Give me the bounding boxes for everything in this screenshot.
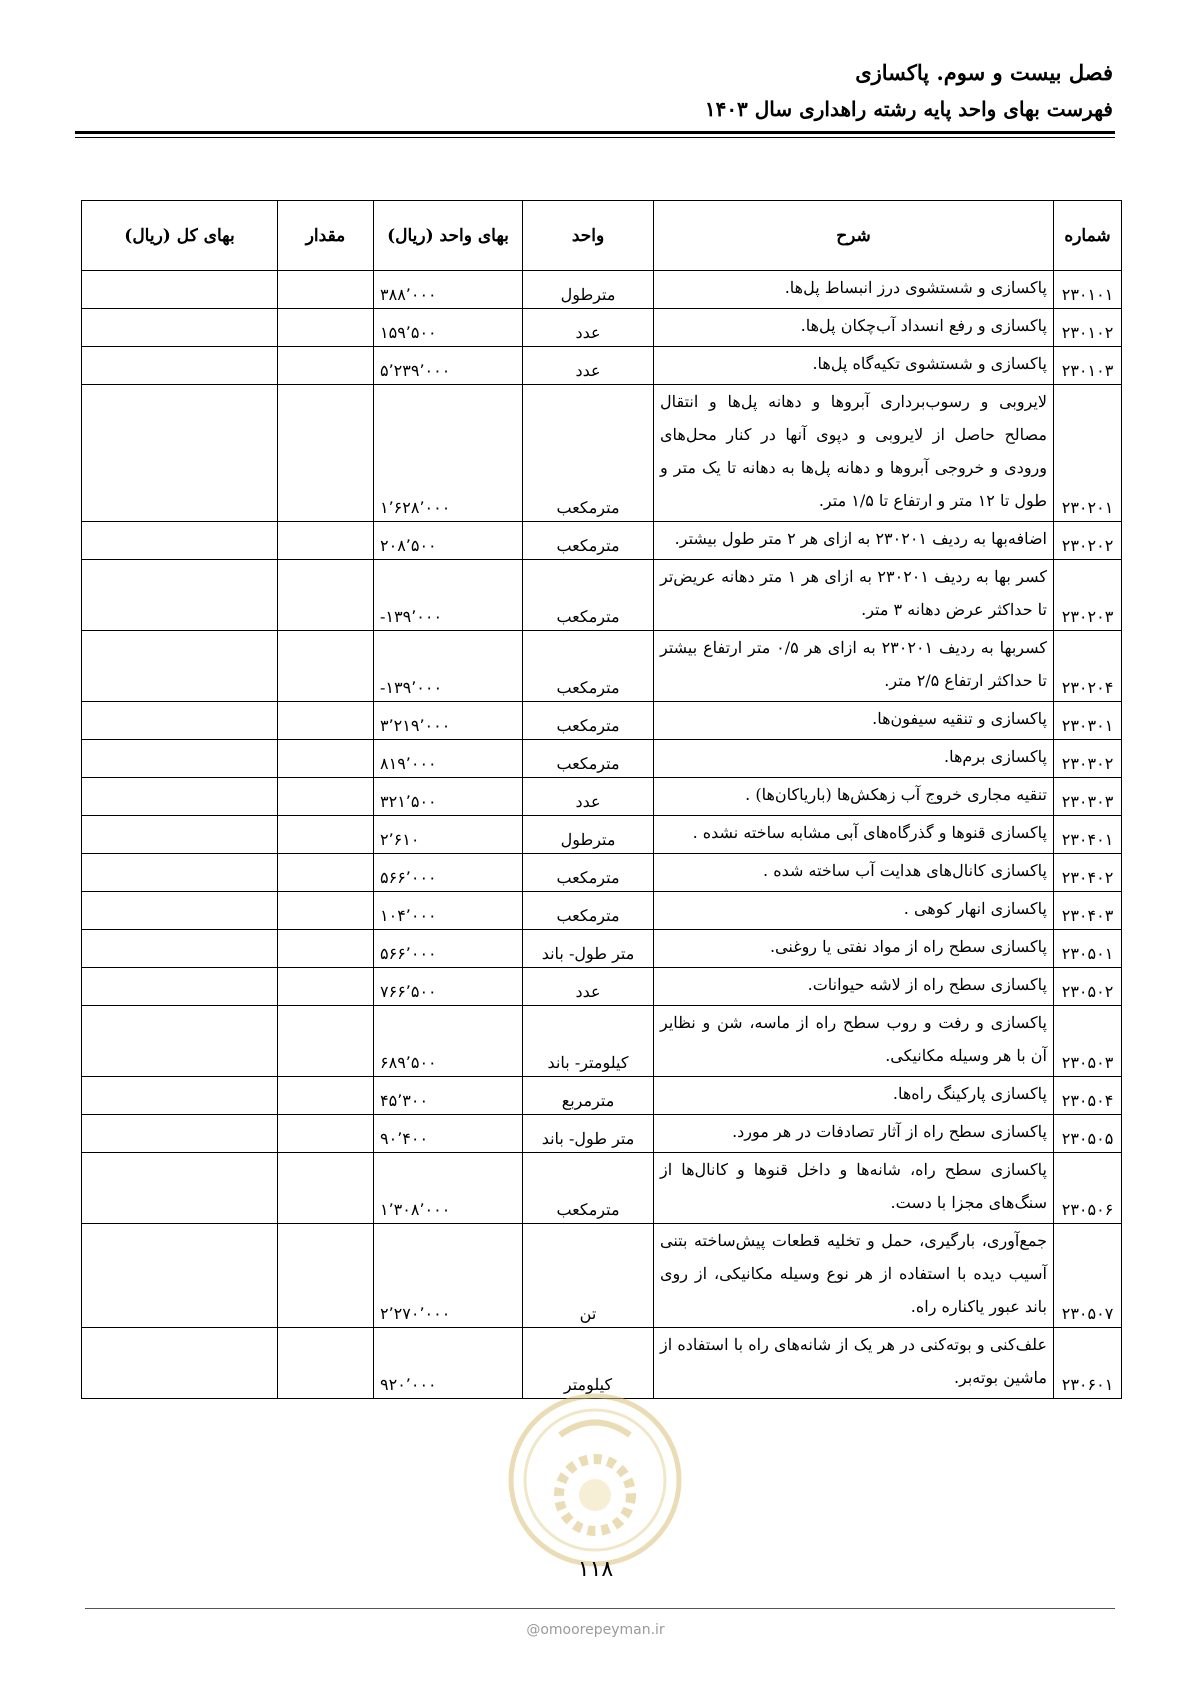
item-unit: مترمکعب (523, 702, 654, 740)
item-code: ۲۳۰۱۰۲ (1054, 309, 1122, 347)
item-total-price (82, 1153, 278, 1224)
item-description: پاکسازی و رفع انسداد آب‌چکان پل‌ها. (654, 309, 1054, 347)
item-unit: مترطول (523, 271, 654, 309)
column-header-total-price: بهای کل (ریال) (82, 201, 278, 271)
item-quantity (278, 560, 374, 631)
item-total-price (82, 892, 278, 930)
table-row (82, 385, 1122, 522)
item-description: لایروبی و رسوب‌برداری آبروها و دهانه پل‌ها و انتقال مصالح حاصل از لایروبی و دپوی آنها در کنار محل‌های ورودی و خروجی آبروها و دهانه پل‌ها به دهانه تا یک متر و طول تا ۱۲ متر و ارتفاع تا ۱/۵ متر. (654, 385, 1054, 522)
item-description: پاکسازی و تنقیه سیفون‌ها. (654, 702, 1054, 740)
item-total-price (82, 347, 278, 385)
item-unit-price: ۴۵٬۳۰۰ (374, 1077, 523, 1115)
item-description: پاکسازی و رفت و روب سطح راه از ماسه، شن و نظایر آن با هر وسیله مکانیکی. (654, 1006, 1054, 1077)
footer-rule (85, 1608, 1115, 1609)
column-header-unit-price: بهای واحد (ریال) (374, 201, 523, 271)
item-code: ۲۳۰۵۰۷ (1054, 1224, 1122, 1328)
item-quantity (278, 1224, 374, 1328)
item-unit: عدد (523, 309, 654, 347)
item-unit: مترمکعب (523, 560, 654, 631)
item-quantity (278, 968, 374, 1006)
item-total-price (82, 1077, 278, 1115)
item-total-price (82, 631, 278, 702)
item-description: جمع‌آوری، بارگیری، حمل و تخلیه قطعات پیش‌ساخته بتنی آسیب دیده با استفاده از هر نوع وسیله مکانیکی، از روی باند عبور یاکناره راه. (654, 1224, 1054, 1328)
item-code: ۲۳۰۲۰۲ (1054, 522, 1122, 560)
table-row (82, 702, 1122, 740)
item-total-price (82, 968, 278, 1006)
item-quantity (278, 347, 374, 385)
item-description: پاکسازی قنوها و گذرگاه‌های آبی مشابه ساخته نشده . (654, 816, 1054, 854)
item-unit-price: ۹۰٬۴۰۰ (374, 1115, 523, 1153)
item-total-price (82, 271, 278, 309)
table-row (82, 560, 1122, 631)
table-row (82, 271, 1122, 309)
column-header-unit: واحد (523, 201, 654, 271)
item-unit-price: ۶۸۹٬۵۰۰ (374, 1006, 523, 1077)
table-row (82, 1077, 1122, 1115)
item-unit: کیلومتر (523, 1328, 654, 1399)
table-row (82, 892, 1122, 930)
item-unit: مترمکعب (523, 854, 654, 892)
item-unit-price: ۱۵۹٬۵۰۰ (374, 309, 523, 347)
item-unit-price: ۸۱۹٬۰۰۰ (374, 740, 523, 778)
item-total-price (82, 1328, 278, 1399)
item-description: تنقیه مجاری خروج آب زهکش‌ها (باریاکان‌ها) . (654, 778, 1054, 816)
page-number: ۱۱۸ (577, 1557, 614, 1582)
header-rule-thin (75, 137, 1115, 138)
item-code: ۲۳۰۲۰۴ (1054, 631, 1122, 702)
table-row (82, 1224, 1122, 1328)
item-unit-price: ۷۶۶٬۵۰۰ (374, 968, 523, 1006)
item-code: ۲۳۰۱۰۱ (1054, 271, 1122, 309)
item-code: ۲۳۰۳۰۲ (1054, 740, 1122, 778)
item-unit: عدد (523, 968, 654, 1006)
item-total-price (82, 560, 278, 631)
item-unit-price: ۲٬۲۷۰٬۰۰۰ (374, 1224, 523, 1328)
item-code: ۲۳۰۴۰۱ (1054, 816, 1122, 854)
table-row (82, 740, 1122, 778)
item-quantity (278, 778, 374, 816)
document-subtitle: فهرست بهای واحد پایه رشته راهداری سال ۱۴۰۳ (704, 97, 1113, 121)
website-watermark: @omoorepeyman.ir (526, 1622, 665, 1638)
item-quantity (278, 1115, 374, 1153)
item-code: ۲۳۰۵۰۱ (1054, 930, 1122, 968)
item-unit-price: ۳۸۸٬۰۰۰ (374, 271, 523, 309)
item-code: ۲۳۰۳۰۱ (1054, 702, 1122, 740)
item-description: پاکسازی انهار کوهی . (654, 892, 1054, 930)
item-unit-price: ۹۲۰٬۰۰۰ (374, 1328, 523, 1399)
item-total-price (82, 1115, 278, 1153)
table-row (82, 854, 1122, 892)
table-row (82, 1328, 1122, 1399)
item-code: ۲۳۰۲۰۳ (1054, 560, 1122, 631)
item-unit: متر طول- باند (523, 1115, 654, 1153)
item-total-price (82, 854, 278, 892)
item-description: پاکسازی سطح راه از آثار تصادفات در هر مورد. (654, 1115, 1054, 1153)
table-row (82, 522, 1122, 560)
item-code: ۲۳۰۵۰۶ (1054, 1153, 1122, 1224)
item-quantity (278, 385, 374, 522)
item-description: پاکسازی و شستشوی تکیه‌گاه پل‌ها. (654, 347, 1054, 385)
item-code: ۲۳۰۲۰۱ (1054, 385, 1122, 522)
item-quantity (278, 854, 374, 892)
item-description: کسر بها به ردیف ۲۳۰۲۰۱ به ازای هر ۱ متر دهانه عریض‌تر تا حداکثر عرض دهانه ۳ متر. (654, 560, 1054, 631)
price-list-table (81, 200, 1122, 1399)
item-unit: کیلومتر- باند (523, 1006, 654, 1077)
item-code: ۲۳۰۴۰۳ (1054, 892, 1122, 930)
item-total-price (82, 522, 278, 560)
item-unit: مترمکعب (523, 740, 654, 778)
item-quantity (278, 309, 374, 347)
item-description: پاکسازی سطح راه، شانه‌ها و داخل قنوها و کانال‌ها از سنگ‌های مجزا با دست. (654, 1153, 1054, 1224)
item-quantity (278, 702, 374, 740)
item-unit: تن (523, 1224, 654, 1328)
item-code: ۲۳۰۵۰۴ (1054, 1077, 1122, 1115)
header-rule-thick (75, 131, 1115, 134)
table-row (82, 778, 1122, 816)
item-unit: مترمکعب (523, 1153, 654, 1224)
item-quantity (278, 1006, 374, 1077)
item-unit-price: ۵٬۲۳۹٬۰۰۰ (374, 347, 523, 385)
item-unit-price: ۱٬۶۲۸٬۰۰۰ (374, 385, 523, 522)
item-unit-price: -۱۳۹٬۰۰۰ (374, 560, 523, 631)
item-unit-price: ۱٬۳۰۸٬۰۰۰ (374, 1153, 523, 1224)
item-code: ۲۳۰۶۰۱ (1054, 1328, 1122, 1399)
table-row (82, 347, 1122, 385)
column-header-description: شرح (654, 201, 1054, 271)
item-description: پاکسازی برم‌ها. (654, 740, 1054, 778)
item-total-price (82, 740, 278, 778)
item-quantity (278, 892, 374, 930)
item-unit: عدد (523, 778, 654, 816)
item-total-price (82, 702, 278, 740)
item-code: ۲۳۰۱۰۳ (1054, 347, 1122, 385)
table-row (82, 1115, 1122, 1153)
item-code: ۲۳۰۳۰۳ (1054, 778, 1122, 816)
item-quantity (278, 1328, 374, 1399)
item-description: کسربها به ردیف ۲۳۰۲۰۱ به ازای هر ۰/۵ متر ارتفاع بیشتر تا حداکثر ارتفاع ۲/۵ متر. (654, 631, 1054, 702)
item-unit: متر طول- باند (523, 930, 654, 968)
chapter-title: فصل بیست و سوم. پاکسازی (855, 60, 1113, 85)
item-unit: مترمکعب (523, 522, 654, 560)
item-code: ۲۳۰۵۰۵ (1054, 1115, 1122, 1153)
column-header-code: شماره (1054, 201, 1122, 271)
item-unit: مترمکعب (523, 631, 654, 702)
item-quantity (278, 631, 374, 702)
item-description: پاکسازی سطح راه از مواد نفتی یا روغنی. (654, 930, 1054, 968)
item-unit: مترمکعب (523, 892, 654, 930)
item-description: پاکسازی و شستشوی درز انبساط پل‌ها. (654, 271, 1054, 309)
item-quantity (278, 1153, 374, 1224)
table-row (82, 968, 1122, 1006)
item-unit-price: ۲۰۸٬۵۰۰ (374, 522, 523, 560)
item-total-price (82, 1006, 278, 1077)
item-description: پاکسازی کانال‌های هدایت آب ساخته شده . (654, 854, 1054, 892)
item-description: پاکسازی پارکینگ راه‌ها. (654, 1077, 1054, 1115)
publisher-seal-watermark (505, 1390, 685, 1570)
item-unit-price: -۱۳۹٬۰۰۰ (374, 631, 523, 702)
item-total-price (82, 930, 278, 968)
table-row (82, 1006, 1122, 1077)
table-row (82, 930, 1122, 968)
item-code: ۲۳۰۴۰۲ (1054, 854, 1122, 892)
item-unit: مترمربع (523, 1077, 654, 1115)
item-quantity (278, 1077, 374, 1115)
item-unit-price: ۵۶۶٬۰۰۰ (374, 854, 523, 892)
item-unit: عدد (523, 347, 654, 385)
item-total-price (82, 309, 278, 347)
table-row (82, 309, 1122, 347)
item-unit-price: ۵۶۶٬۰۰۰ (374, 930, 523, 968)
item-quantity (278, 522, 374, 560)
item-description: علف‌کنی و بوته‌کنی در هر یک از شانه‌های راه با استفاده از ماشین بوته‌بر. (654, 1328, 1054, 1399)
item-total-price (82, 385, 278, 522)
item-description: اضافه‌بها به ردیف ۲۳۰۲۰۱ به ازای هر ۲ متر طول بیشتر. (654, 522, 1054, 560)
table-row (82, 631, 1122, 702)
item-unit: مترطول (523, 816, 654, 854)
table-row (82, 1153, 1122, 1224)
item-code: ۲۳۰۵۰۳ (1054, 1006, 1122, 1077)
table-row (82, 816, 1122, 854)
item-quantity (278, 740, 374, 778)
item-unit-price: ۱۰۴٬۰۰۰ (374, 892, 523, 930)
item-unit-price: ۳٬۲۱۹٬۰۰۰ (374, 702, 523, 740)
item-quantity (278, 930, 374, 968)
item-unit-price: ۲٬۶۱۰ (374, 816, 523, 854)
item-code: ۲۳۰۵۰۲ (1054, 968, 1122, 1006)
item-quantity (278, 816, 374, 854)
item-unit: مترمکعب (523, 385, 654, 522)
column-header-quantity: مقدار (278, 201, 374, 271)
item-unit-price: ۳۲۱٬۵۰۰ (374, 778, 523, 816)
item-description: پاکسازی سطح راه از لاشه حیوانات. (654, 968, 1054, 1006)
item-quantity (278, 271, 374, 309)
item-total-price (82, 778, 278, 816)
table-header-row (82, 201, 1122, 271)
item-total-price (82, 816, 278, 854)
item-total-price (82, 1224, 278, 1328)
